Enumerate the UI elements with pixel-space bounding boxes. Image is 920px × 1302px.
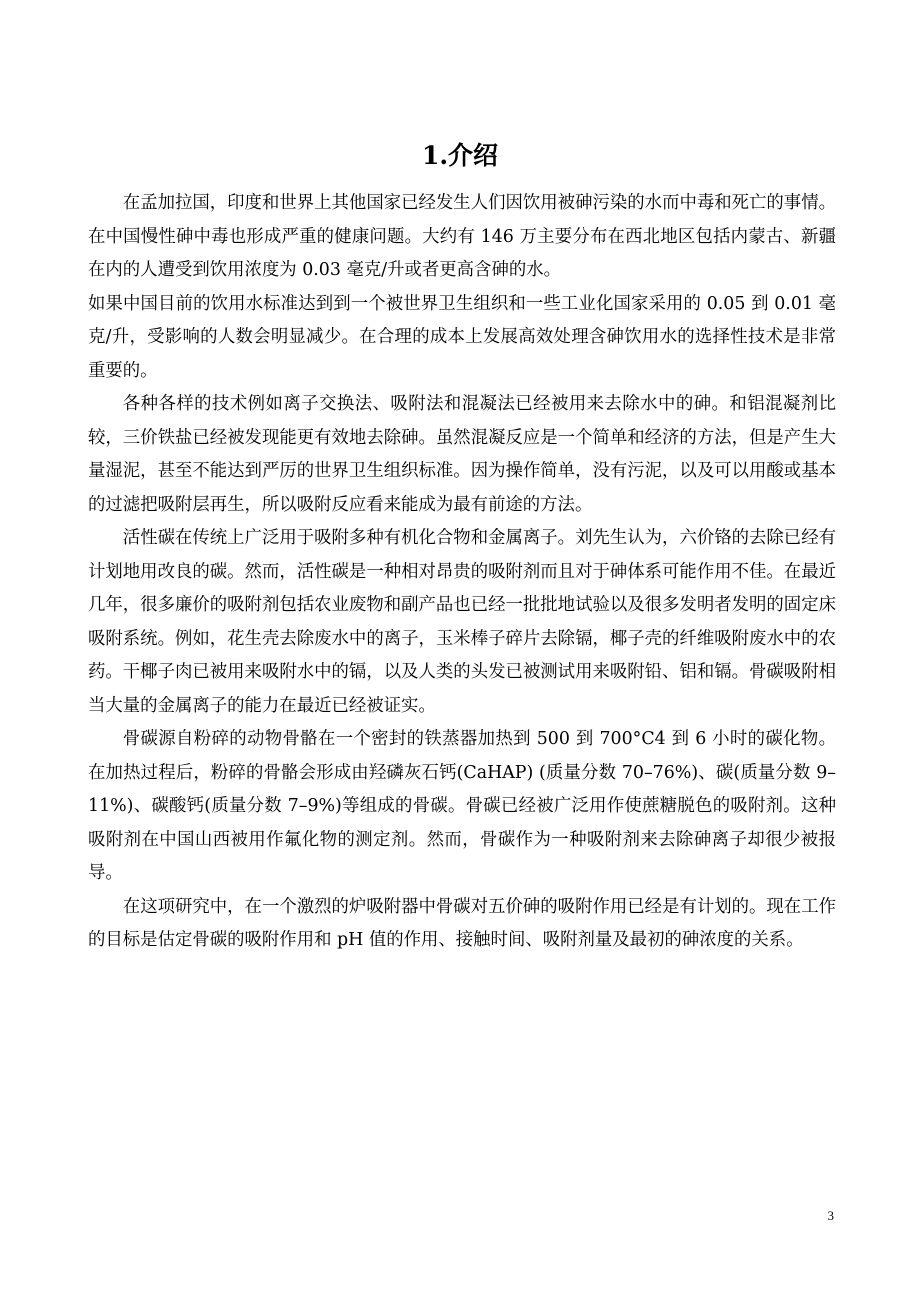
body-text — [88, 187, 836, 958]
paragraph-study-objective: 在这项研究中，在一个激烈的炉吸附器中骨碳对五价砷的吸附作用已经是有计划的。现在工作的目标是估定骨碳的吸附作用和 pH 值的作用、接触时间、吸附剂量及最初的砷浓度的关系。 — [88, 896, 836, 950]
paragraph-removal-techniques: 各种各样的技术例如离子交换法、吸附法和混凝法已经被用来去除水中的砷。和铝混凝剂比较，三价铁盐已经被发现能更有效地去除砷。虽然混凝反应是一个简单和经济的方法，但是产生大量湿泥，甚至不能达到严厉的世界卫生组织标准。因为操作简单，没有污泥，以及可以用酸或基本的过滤把吸附层再生，所以吸附反应看来能成为最有前途的方法。 — [88, 394, 836, 515]
page-number: 3 — [827, 1208, 834, 1223]
paragraph-drinking-water-standard: 如果中国目前的饮用水标准达到到一个被世界卫生组织和一些工业化国家采用的 0.05 到 0.01 毫克/升，受影响的人数会明显减少。在合理的成本上发展高效处理含砷饮用水的选择性技术是非常重要的。 — [88, 293, 836, 381]
paragraph-activated-carbon: 活性碳在传统上广泛用于吸附多种有机化合物和金属离子。刘先生认为，六价铬的去除已经有计划地用改良的碳。然而，活性碳是一种相对昂贵的吸附剂而且对于砷体系可能作用不佳。在最近几年，很多廉价的吸附剂包括农业废物和副产品也已经一批批地试验以及很多发明者发明的固定床吸附系统。例如，花生壳去除废水中的离子，玉米棒子碎片去除镉，椰子壳的纤维吸附废水中的农药。干椰子肉已被用来吸附水中的镉，以及人类的头发已被测试用来吸附铅、铝和镉。骨碳吸附相当大量的金属离子的能力在最近已经被证实。 — [88, 528, 836, 716]
paragraph-arsenic-poisoning: 在孟加拉国，印度和世界上其他国家已经发生人们因饮用被砷污染的水而中毒和死亡的事情。在中国慢性砷中毒也形成严重的健康问题。大约有 146 万主要分布在西北地区包括内蒙古、新疆在内的人遭受到饮用浓度为 0.03 毫克/升或者更高含砷的水。 — [88, 193, 836, 280]
paragraph-bone-char: 骨碳源自粉碎的动物骨骼在一个密封的铁蒸器加热到 500 到 700°C4 到 6 小时的碳化物。在加热过程后，粉碎的骨骼会形成由羟磷灰石钙(CaHAP) (质量分数 70–76%)、碳(质量分数 9–11%)、碳酸钙(质量分数 7–9%)等组成的骨碳。骨碳已经被广泛用作使蔗糖脱色的吸附剂。这种吸附剂在中国山西被用作氟化物的测定剂。然而，骨碳作为一种吸附剂来去除砷离子却很少被报导。 — [88, 729, 836, 883]
section-title: 1.介绍 — [421, 141, 499, 170]
